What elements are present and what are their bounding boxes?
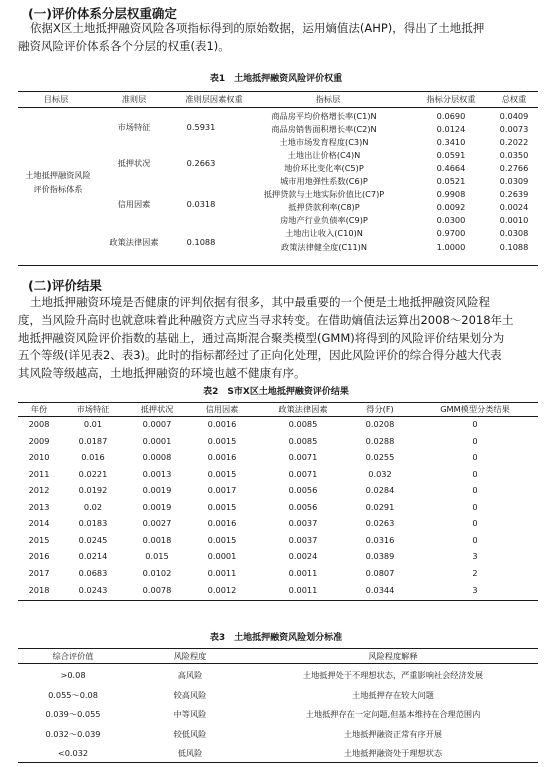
table2-cell: 0.0015 [207, 435, 237, 446]
table2-cell: 0.0016 [207, 452, 237, 463]
table2-header: 得分(F) [366, 404, 394, 414]
table2-cell: 0.0027 [142, 518, 172, 529]
table1-total-weight: 0.0350 [499, 150, 529, 161]
table2-caption: 表2 S市X区土地抵押融资评价结果 [203, 387, 349, 397]
table2-cell: 0.0016 [207, 518, 237, 529]
table1-target: 评价指标体系 [33, 184, 83, 194]
table2-cell: 0.0291 [365, 501, 395, 512]
table2-cell: 0.0263 [365, 518, 395, 529]
table1-layer-weight: 0.0124 [436, 124, 466, 134]
table2-cell: 0.032 [368, 468, 392, 479]
table2-cell: 2 [472, 568, 478, 578]
table2-cell: 3 [472, 551, 478, 562]
table2-cell: 0.0344 [365, 584, 395, 595]
table2-cell: 0.0183 [78, 518, 108, 529]
table2-cell: 2018 [28, 584, 50, 595]
table3-header: 风险程度解释 [368, 651, 418, 661]
table3-cell: 低风险 [177, 748, 203, 758]
table2-cell: 0.0007 [142, 419, 172, 429]
table1-indicator: 城市用地弹性系数(C6)P [280, 176, 368, 187]
table1-indicator: 政策法律健全度(C11)N [281, 241, 367, 252]
table2-cell: 0.0085 [288, 435, 318, 446]
table1-caption: 表1 土地抵押融资风险评价权重 [209, 74, 343, 84]
table2-cell: 0.01 [83, 419, 103, 429]
table2-cell: 2017 [28, 568, 50, 578]
table2-cell: 0 [472, 452, 478, 463]
table2-header: 年份 [30, 404, 48, 414]
section2-line: 五个等级(详见表2、表3)。此时的指标都经过了正向化处理，因此风险评价的综合得分越大代表 [18, 348, 502, 363]
table3-cell: 土地抵押处于不理想状态，严重影响社会经济发展 [302, 670, 484, 680]
table2-cell: 0.0316 [365, 534, 395, 545]
table3-header: 风险程度 [173, 651, 207, 661]
table2-cell: 2010 [28, 452, 50, 463]
table2-cell: 2009 [28, 435, 50, 446]
table1-layer-weight: 0.0690 [436, 111, 466, 121]
table3-cell: >0.08 [60, 670, 86, 680]
table2-cell: 0.0015 [207, 534, 237, 545]
table1-indicator: 地价环比变化率(C5)P [284, 163, 364, 174]
table2-cell: 0 [472, 518, 478, 529]
table1-indicator: 土地出让价格(C4)N [287, 150, 361, 161]
table2-cell: 0.0037 [288, 534, 318, 545]
table1-layer-weight: 0.9700 [436, 228, 466, 239]
table1-total-weight: 0.0024 [499, 202, 529, 213]
table1-indicator: 土地市场发育程度(C3)N [279, 137, 369, 148]
section2-line: 地抵押融资风险评价指数的基础上，通过高斯混合聚类模型(GMM)将得到的风险评价结果划分为 [18, 330, 505, 345]
table2-cell: 0.0015 [207, 501, 237, 512]
table1-indicator: 商品房销售面积增长率(C2)N [271, 124, 377, 134]
table2-cell: 0.0071 [288, 468, 318, 479]
table2-cell: 0.0245 [78, 534, 108, 545]
table2-cell: 0.0221 [78, 468, 108, 479]
table3-header-rule [18, 663, 538, 664]
table2-cell: 2015 [28, 534, 50, 545]
table3-cell: 土地抵押融资正常有序开展 [343, 728, 443, 739]
table1-criteria-weight: 0.0318 [186, 199, 216, 209]
section2-line: 度，当风险升高时也就意味着此种融资方式应当寻求转变。在借助熵值法运算出2008～2018年土 [18, 312, 514, 327]
table2-cell: 0 [472, 485, 478, 496]
table1-header: 准则层因素权重 [185, 94, 243, 104]
table1-total-weight: 0.0409 [499, 111, 529, 121]
table2-cell: 0.02 [83, 501, 103, 512]
table3-caption: 表3 土地抵押融资风险划分标准 [209, 633, 343, 643]
table1-indicator: 商品房平均价格增长率(C1)N [271, 111, 377, 121]
table2-cell: 3 [472, 584, 478, 595]
table1-layer-weight: 0.0300 [436, 215, 466, 226]
table3-cell: 0.055～0.08 [48, 689, 98, 700]
table2-cell: 0.016 [81, 452, 105, 463]
table2-header: 政策法律因素 [278, 404, 328, 414]
table2-cell: 0.0284 [365, 485, 395, 496]
table1-header: 准则层 [121, 94, 147, 104]
table2-header: 信用因素 [205, 404, 239, 414]
table1-header: 指标分层权重 [426, 94, 476, 104]
table2-cell: 0.0001 [207, 551, 237, 562]
table1-indicator: 抵押贷款与土地实际价值比(C7)P [263, 189, 385, 200]
table2-cell: 0.0071 [288, 452, 318, 463]
table2-cell: 2014 [28, 518, 50, 529]
table1-layer-weight: 0.3410 [436, 137, 466, 148]
table2-cell: 0.0288 [365, 435, 395, 446]
table2-cell: 0.0019 [142, 501, 172, 512]
table1-header: 指标层 [315, 94, 341, 104]
table3-cell: 土地抵押存在一定问题,但基本维持在合理范围内 [305, 709, 481, 719]
table3-header: 综合评价值 [52, 651, 94, 661]
section1-line: 依据X区土地抵押融资风险各项指标得到的原始数据，运用熵值法(AHP)，得出了土地抵押 [30, 21, 485, 35]
table3-cell: 较低风险 [173, 728, 207, 739]
table1-header: 总权重 [501, 94, 527, 104]
table3-cell: 0.032～0.039 [45, 728, 101, 739]
table2-cell: 0.0012 [207, 584, 237, 595]
table2-cell: 2012 [28, 485, 50, 496]
table2-cell: 0.0214 [78, 551, 108, 562]
table3-bottom-rule [18, 762, 538, 763]
table2-cell: 0.0015 [207, 468, 237, 479]
table2-cell: 0.0078 [142, 584, 172, 595]
table2-cell: 0.0008 [142, 452, 172, 463]
table1-total-weight: 0.1088 [499, 241, 529, 252]
table1-criteria: 信用因素 [117, 199, 151, 209]
table2-cell: 0.0011 [288, 568, 318, 578]
table1-criteria: 政策法律因素 [109, 237, 159, 247]
table1-layer-weight: 0.9908 [436, 189, 466, 200]
table2-cell: 0.0016 [207, 419, 237, 429]
table2-header: GMM模型分类结果 [440, 404, 510, 414]
section1-line: 融资风险评价体系各个分层的权重(表1)。 [18, 38, 230, 53]
table2-cell: 0.0017 [207, 485, 237, 496]
table1-header: 目标层 [43, 94, 69, 104]
table3-cell: <0.032 [57, 748, 89, 758]
table2-cell: 0.0011 [207, 568, 237, 578]
table3-cell: 0.039～0.055 [45, 709, 101, 719]
table2-cell: 2008 [28, 419, 50, 429]
table1-layer-weight: 0.0521 [436, 176, 466, 187]
table1-total-weight: 0.0010 [499, 215, 529, 226]
table2-cell: 0.0208 [365, 419, 395, 429]
table1-criteria-weight: 0.1088 [186, 237, 216, 247]
table1-total-weight: 0.0309 [499, 176, 529, 187]
table2-cell: 0.0019 [142, 485, 172, 496]
table2-header: 市场特征 [76, 404, 110, 414]
table2-cell: 0.0056 [288, 501, 318, 512]
table3-cell: 较高风险 [173, 689, 207, 700]
table1-criteria: 抵押状况 [117, 158, 151, 168]
table3-cell: 土地抵押融资处于理想状态 [343, 748, 443, 758]
table2-cell: 0.0001 [142, 435, 172, 446]
table1-indicator: 土地出让收入(C10)N [285, 228, 363, 239]
table2-cell: 0.0187 [78, 435, 108, 446]
table1-criteria: 市场特征 [117, 122, 151, 132]
table1-indicator: 抵押贷款利率(C8)P [288, 202, 360, 213]
table1-layer-weight: 1.0000 [436, 241, 466, 252]
table3-cell: 中等风险 [173, 709, 207, 719]
table2-cell: 0.0024 [288, 551, 318, 562]
table2-cell: 0.0013 [142, 468, 172, 479]
table1-total-weight: 0.2766 [499, 163, 529, 174]
table2-cell: 0.0018 [142, 534, 172, 545]
table2-cell: 2011 [28, 468, 50, 479]
table1-total-weight: 0.0308 [499, 228, 529, 239]
section2-line: 其风险等级越高，土地抵押融资的环境也越不健康有序。 [18, 366, 306, 381]
table3-cell: 高风险 [177, 670, 203, 680]
table1-total-weight: 0.0073 [499, 124, 529, 134]
table1-target: 土地抵押融资风险 [25, 170, 91, 180]
table3-top-rule [18, 648, 538, 649]
table2-cell: 0.0011 [288, 584, 318, 595]
table2-cell: 0.0192 [78, 485, 108, 496]
table2-cell: 0 [472, 534, 478, 545]
table1-total-weight: 0.2639 [499, 189, 529, 200]
table2-cell: 0 [472, 419, 478, 429]
table2-header: 抵押状况 [140, 404, 174, 414]
table2-cell: 0 [472, 468, 478, 479]
table1-total-weight: 0.2022 [499, 137, 529, 148]
section2-heading: (二)评价结果 [28, 278, 102, 293]
table2-cell: 0.0037 [288, 518, 318, 529]
table1-layer-weight: 0.0092 [436, 202, 466, 213]
table2-cell: 0.0807 [365, 568, 395, 578]
table2-cell: 0.0243 [78, 584, 108, 595]
table1-layer-weight: 0.0591 [436, 150, 466, 161]
table2-cell: 0.0255 [365, 452, 395, 463]
table1-layer-weight: 0.4664 [436, 163, 466, 174]
table1-criteria-weight: 0.2663 [186, 158, 216, 168]
section2-line: 土地抵押融资环境是否健康的评判依据有很多，其中最重要的一个便是土地抵押融资风险程 [30, 295, 490, 309]
table2-cell: 0.0085 [288, 419, 318, 429]
table1-indicator: 房地产行业负债率(C9)P [280, 215, 368, 226]
table2-cell: 0.015 [145, 551, 169, 562]
table2-cell: 0.0389 [365, 551, 395, 562]
table2-cell: 2013 [28, 501, 50, 512]
section1-heading: (一)评价体系分层权重确定 [28, 6, 177, 21]
table2-cell: 0 [472, 435, 478, 446]
table2-cell: 0 [472, 501, 478, 512]
table2-cell: 0.0683 [78, 568, 108, 578]
table2-cell: 2016 [28, 551, 50, 562]
table2-cell: 0.0056 [288, 485, 318, 496]
table3-cell: 土地抵押存在较大问题 [352, 689, 434, 700]
table2-cell: 0.0102 [142, 568, 172, 578]
table1-criteria-weight: 0.5931 [186, 122, 216, 132]
